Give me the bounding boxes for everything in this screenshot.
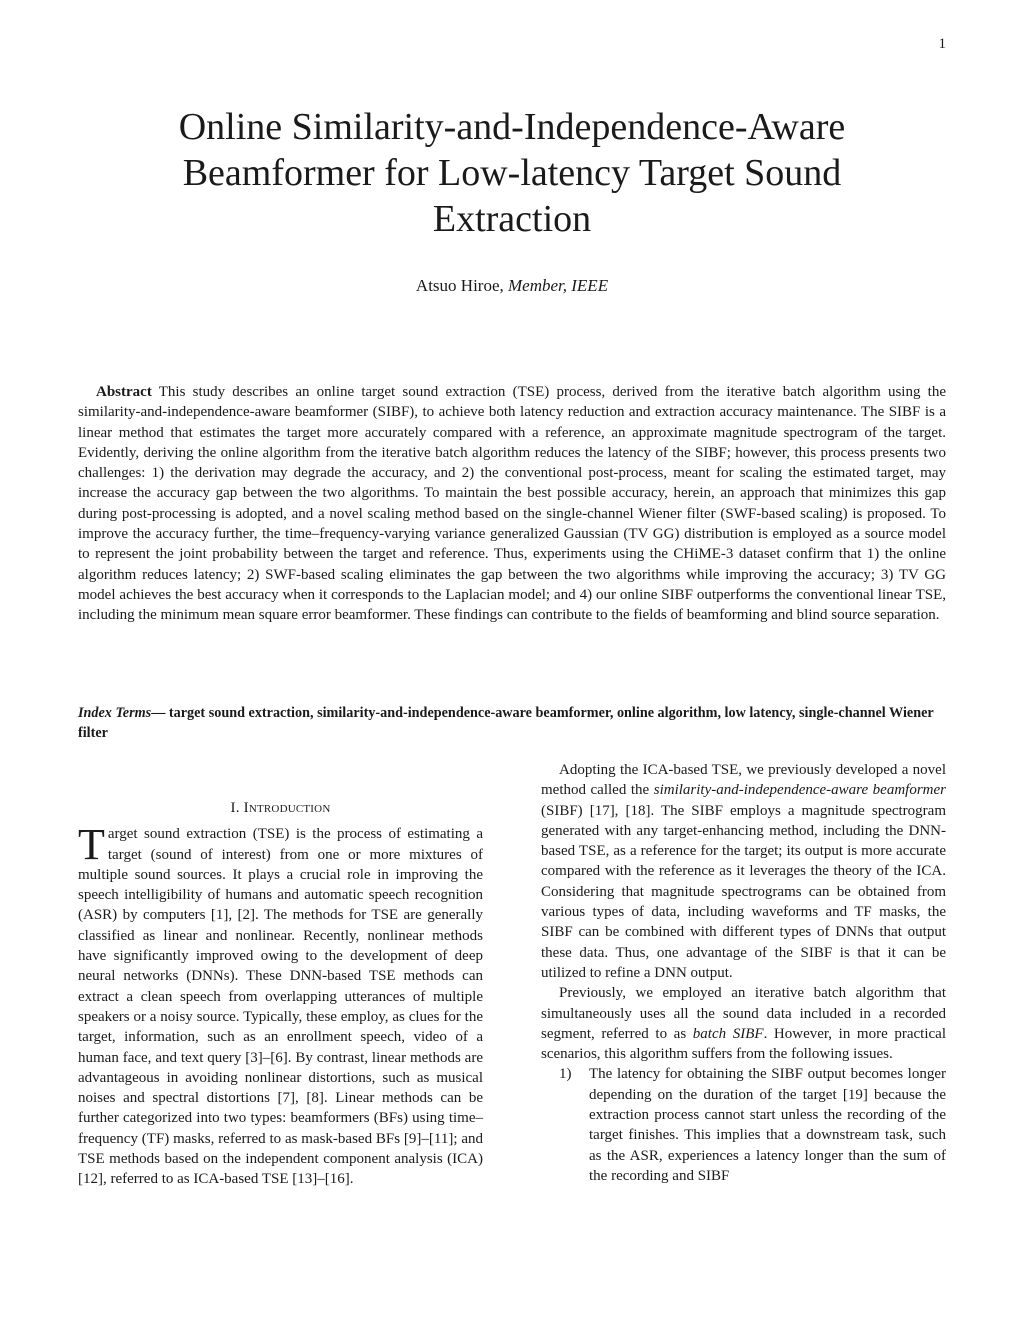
abstract-text: This study describes an online target sound extraction (TSE) process, derived from the iterative batch algorithm using the similarity-and-independence-aware beamformer (SIBF), to achieve both latency reduction and extraction accuracy maintenance. The SIBF is a linear method that estimates the target more accurately compared with a reference, an approximate magnitude spectrogram of the target. Evidently, deriving the online algorithm from the iterative batch algorithm reduces the latency of the SIBF; however, this process presents two challenges: 1) the derivation may degrade the accuracy, and 2) the conventional post-process, meant for scaling the estimated target, may increase the accuracy gap between the two algorithms. To maintain the best possible accuracy, herein, an approach that minimizes this gap during post-processing is adopted, and a novel scaling method based on the single-channel Wiener filter (SWF-based scaling) is proposed. To improve the accuracy further, the time–frequency-varying variance generalized Gaussian (TV GG) distribution is employed as a source model to represent the joint probability between the target and reference. Thus, experiments using the CHiME-3 dataset confirm that 1) the online algorithm reduces latency; 2) SWF-based scaling eliminates the gap between the two algorithms while improving the accuracy; 3) TV GG model achieves the best accuracy when it corresponds to the Laplacian model; and 4) our online SIBF outperforms the conventional linear TSE, including the minimum mean square error beamformer. These findings can contribute to the fields of beamforming and blind source separation. (78, 384, 946, 624)
intro-paragraph-3 (541, 983, 946, 1064)
dropcap-letter: T (78, 820, 105, 870)
author-line (112, 276, 912, 296)
p3-emphasis: batch SIBF (692, 1025, 764, 1042)
page-number: 1 (938, 36, 946, 52)
intro-paragraph-1-text: arget sound extraction (TSE) is the process of estimating a target (sound of interest) from one or more mixtures of multiple sound sources. It plays a crucial role in improving the speech intelligibility of humans and automatic speech recognition (ASR) by computers [1], [2]. The methods for TSE are generally classified as linear and nonlinear. Recently, nonlinear methods have significantly improved owing to the development of deep neural networks (DNNs). These DNN-based TSE methods can extract a clean speech from overlapping utterances of multiple speakers or a noisy source. Typically, these employ, as clues for the target, information, such as an enrollment speech, video of a human face, and text query [3]–[6]. By contrast, linear methods are advantageous in avoiding nonlinear distortions, such as musical noises and spectral distortions [7], [8]. Linear methods can be further categorized into two types: beamformers (BFs) using time–frequency (TF) masks, referred to as mask-based BFs [9]–[11]; and TSE methods based on the independent component analysis (ICA) [12], referred to as ICA-based TSE [13]–[16]. (78, 826, 483, 1188)
section-title: Introduction (243, 800, 331, 816)
author-affiliation: Member, IEEE (508, 276, 609, 295)
right-column (541, 760, 946, 1186)
paper-title: Online Similarity-and-Independence-Aware Beamformer for Low-latency Target Sound Extraction (178, 106, 846, 240)
list-item-number: 1) (559, 1066, 572, 1083)
author-name: Atsuo Hiroe, (415, 276, 508, 295)
p2-text-b: (SIBF) [17], [18]. The SIBF employs a magnitude spectrogram generated with any target-enhancing method, including the DNN-based TSE, as a reference for the target; its output is more accurate compared with the reference as it leverages the theory of the ICA. Considering that magnitude spectrograms can be obtained from various types of data, including waveforms and TF masks, the SIBF can be combined with different types of DNNs that output these data. Thus, one advantage of the SIBF is that it can be utilized to refine a DNN output. (541, 802, 946, 981)
intro-paragraph-1 (78, 820, 483, 1189)
p3-text-a: Previously, we employed an iterative batch algorithm that simultaneously uses all the sound data included in a recorded segment, referred to as (541, 985, 946, 1042)
section-number: I. (230, 800, 244, 816)
p3-text-b: . However, in more practical scenarios, this algorithm suffers from the following issues. (541, 1025, 946, 1063)
abstract-label: Abstract (96, 384, 152, 400)
left-column (78, 798, 483, 1190)
p2-text-a: Adopting the ICA-based TSE, we previously developed a novel method called the (541, 762, 946, 799)
list-item (541, 1064, 946, 1186)
index-terms-label: Index Terms (78, 705, 152, 721)
index-terms (78, 704, 946, 743)
list-item-text: The latency for obtaining the SIBF output becomes longer depending on the duration of the target [19] because the extraction process cannot start unless the recording of the target finishes. This implies that a downstream task, such as the ASR, experiences a latency longer than the sum of the recording and SIBF (589, 1066, 946, 1184)
intro-paragraph-2 (541, 760, 946, 983)
p2-emphasis: similarity-and-independence-aware beamformer (653, 782, 946, 799)
abstract (78, 382, 946, 626)
index-terms-text: — target sound extraction, similarity-and-independence-aware beamformer, online algorithm, low latency, single-channel Wiener filter (78, 705, 934, 741)
section-heading-introduction (78, 798, 483, 818)
